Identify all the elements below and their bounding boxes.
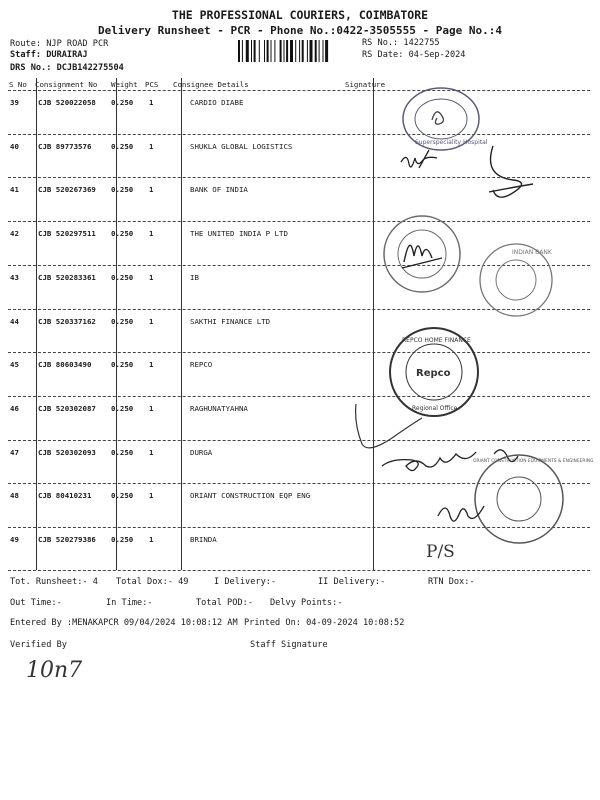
col-header-consignee: Consignee Details (173, 80, 249, 89)
row-consignment: CJB 520302087 (38, 404, 96, 413)
row-weight: 0.250 (111, 448, 134, 457)
row-sno: 39 (10, 98, 19, 107)
header-divider (8, 90, 590, 91)
row-consignment: CJB 520302093 (38, 448, 96, 457)
row-consignment: CJB 520337162 (38, 317, 96, 326)
row-consignee: DURGA (190, 448, 213, 457)
row-consignment: CJB 80603490 (38, 360, 92, 369)
row-consignment: CJB 520022058 (38, 98, 96, 107)
row-sno: 46 (10, 404, 19, 413)
repco-logo-text: Repco (416, 368, 451, 379)
indian-bank-stamp (476, 240, 556, 320)
row-sno: 43 (10, 273, 19, 282)
row-weight: 0.250 (111, 535, 134, 544)
row-weight: 0.250 (111, 360, 134, 369)
out-time: Out Time:- (10, 598, 62, 608)
row-consignee: THE UNITED INDIA P LTD (190, 229, 288, 238)
rs-date: RS Date: 04-Sep-2024 (362, 50, 466, 60)
row-consignee: IB (190, 273, 199, 282)
row-sno: 42 (10, 229, 19, 238)
row-weight: 0.250 (111, 185, 134, 194)
delvy-points: Delvy Points:- (270, 598, 343, 608)
row-pcs: 1 (149, 404, 154, 413)
row-sno: 40 (10, 142, 19, 151)
in-time: In Time:- (106, 598, 153, 608)
row-sno: 41 (10, 185, 19, 194)
rs-number: RS No.: 1422755 (362, 38, 440, 48)
row-consignment: CJB 520297511 (38, 229, 96, 238)
oriant-stamp-text: ORIANT CONSTRUCTION EQUIPMENTS & ENGINEERING (473, 459, 594, 464)
staff-label: Staff: DURAIRAJ (10, 50, 88, 60)
repco-stamp-bottom: Regional Office (412, 405, 458, 412)
verified-by-label: Verified By (10, 640, 67, 650)
printed-on: Printed On: 04-09-2024 10:08:52 (244, 618, 405, 628)
rtn-dox: RTN Dox:- (428, 577, 475, 587)
row-sno: 49 (10, 535, 19, 544)
row-sno: 45 (10, 360, 19, 369)
table-bottom-divider (8, 570, 590, 571)
row-consignee: ORIANT CONSTRUCTION EQP ENG (190, 491, 311, 500)
row-pcs: 1 (149, 229, 154, 238)
row-consignment: CJB 80410231 (38, 491, 92, 500)
row-pcs: 1 (149, 317, 154, 326)
runsheet-subtitle: Delivery Runsheet - PCR - Phone No.:0422-3505555 - Page No.:4 (98, 24, 502, 37)
row-weight: 0.250 (111, 491, 134, 500)
total-runsheet: Tot. Runsheet:- 4 (10, 577, 98, 587)
table-row (0, 402, 600, 445)
row-divider (8, 134, 590, 135)
repco-stamp-top: REPCO HOME FINANCE (402, 337, 471, 344)
route-label: Route: NJP ROAD PCR (10, 39, 109, 49)
row-divider (8, 396, 590, 397)
row-consignee: SAKTHI FINANCE LTD (190, 317, 271, 326)
row-pcs: 1 (149, 448, 154, 457)
col-header-pcs: PCS (145, 80, 159, 89)
row-weight: 0.250 (111, 229, 134, 238)
row-sno: 44 (10, 317, 19, 326)
row-weight: 0.250 (111, 273, 134, 282)
entered-by: Entered By :MENAKAPCR 09/04/2024 10:08:12 AM (10, 618, 238, 628)
row-weight: 0.250 (111, 142, 134, 151)
row-pcs: 1 (149, 142, 154, 151)
row-weight: 0.250 (111, 317, 134, 326)
ps-handwriting: P/S (426, 542, 455, 562)
row-divider (8, 352, 590, 353)
total-pod: Total POD:- (196, 598, 253, 608)
row-pcs: 1 (149, 185, 154, 194)
row-consignee: REPCO (190, 360, 213, 369)
signature-row-40 (393, 142, 543, 212)
united-india-stamp (374, 212, 470, 296)
row-consignment: CJB 520283361 (38, 273, 96, 282)
row-pcs: 1 (149, 98, 154, 107)
signature-row-48 (432, 494, 492, 534)
row-consignee: CARDIO DIABE (190, 98, 244, 107)
row-pcs: 1 (149, 535, 154, 544)
table-row (0, 96, 600, 139)
row-consignment: CJB 520279386 (38, 535, 96, 544)
row-sno: 48 (10, 491, 19, 500)
col-header-signature: Signature (345, 80, 386, 89)
col-header-sno: S No (9, 80, 27, 89)
hospital-stamp-text: Superspeciality Hospital (415, 139, 488, 146)
indian-bank-stamp-text: INDIAN BANK (512, 249, 552, 256)
row-consignee: BANK OF INDIA (190, 185, 248, 194)
row-consignee: SHUKLA GLOBAL LOGISTICS (190, 142, 293, 151)
row-pcs: 1 (149, 273, 154, 282)
i-delivery: I Delivery:- (214, 577, 277, 587)
row-weight: 0.250 (111, 404, 134, 413)
row-weight: 0.250 (111, 98, 134, 107)
row-consignee: BRINDA (190, 535, 217, 544)
total-dox: Total Dox:- 49 (116, 577, 189, 587)
col-header-consignment: Consignment No (35, 80, 98, 89)
row-divider (8, 221, 590, 222)
row-pcs: 1 (149, 491, 154, 500)
drs-number: DRS No.: DCJB142275504 (10, 63, 124, 73)
row-pcs: 1 (149, 360, 154, 369)
row-consignee: RAGHUNATYAHNA (190, 404, 248, 413)
row-consignment: CJB 520267369 (38, 185, 96, 194)
row-sno: 47 (10, 448, 19, 457)
col-header-weight: Weight (111, 80, 138, 89)
ii-delivery: II Delivery:- (318, 577, 386, 587)
table-row (0, 358, 600, 401)
barcode (238, 40, 358, 62)
staff-signature-label: Staff Signature (250, 640, 328, 650)
company-title: THE PROFESSIONAL COURIERS, COIMBATORE (171, 8, 429, 22)
verified-handwriting: 10n7 (26, 658, 83, 683)
row-consignment: CJB 89773576 (38, 142, 92, 151)
